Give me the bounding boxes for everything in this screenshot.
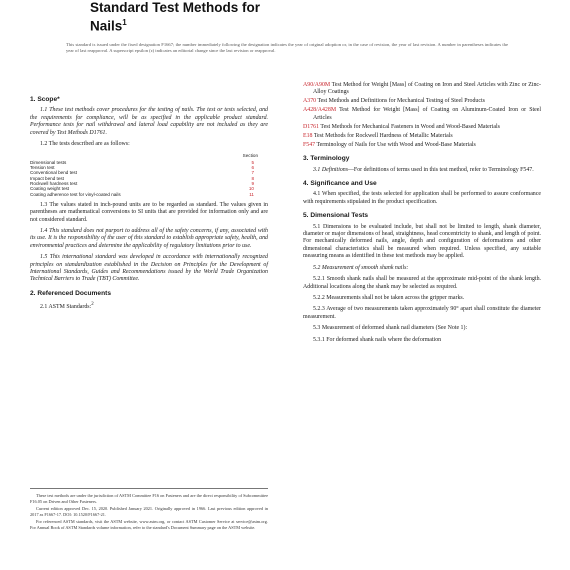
tests-table (30, 152, 268, 196)
paragraph-1-2: 1.2 The tests described are as follows: (40, 141, 130, 148)
reference-list (303, 82, 541, 149)
section-link[interactable]: 9 (251, 180, 254, 186)
reference-code-link[interactable]: A428/A428M (303, 107, 337, 114)
paragraph-1-3: 1.3 The values stated in inch-pound units are to be regarded as standard. The values given in parentheses are mathematical conversions to SI units that are provided for information only and are not considered standard. (30, 201, 268, 223)
reference-item: A428/A428M Test Method for Weight [Mass] of Coating on Aluminum-Coated Iron or Steel Articles (303, 107, 541, 121)
reference-item: D1761 Test Methods for Mechanical Fasteners in Wood and Wood-Based Materials (303, 123, 500, 130)
reference-item: A370 Test Methods and Definitions for Mechanical Testing of Steel Products (303, 98, 485, 105)
paragraph-5-2: 5.2 Measurement of smooth shank nails: (313, 264, 409, 271)
section-link[interactable]: 10 (248, 186, 254, 192)
section-link[interactable]: 5 (251, 159, 254, 165)
scope-heading: 1. Scope* (30, 96, 60, 103)
paragraph-5-2-3: 5.2.3 Average of two measurements taken approximately 90° apart shall constitute the diameter measurement. (303, 306, 541, 320)
reference-code-link[interactable]: A370 (303, 98, 317, 105)
table-row: Tension test 6 (30, 165, 268, 170)
footnote-2: For referenced ASTM standards, visit the ASTM website, www.astm.org, or contact ASTM Customer Service at service@astm.org. For Annual Book of ASTM Standards volume information, refer to the standard's Document Summary page on the ASTM website. (30, 519, 268, 530)
left-column (30, 90, 268, 316)
section-link[interactable]: 8 (251, 175, 254, 181)
title-line-2: Nails (90, 18, 123, 34)
paragraph-1-4: 1.4 This standard does not purport to address all of the safety concerns, if any, associated with its use. It is the responsibility of the user of this standard to establish appropriate safety, health, and environmental practices and determine the applicability of regulatory limitations prior to use. (30, 228, 268, 249)
table-row: Impact bend test 8 (30, 176, 268, 181)
title-footnote-mark: 1 (122, 18, 127, 27)
dimensional-tests-heading: 5. Dimensional Tests (303, 212, 369, 220)
paragraph-5-2-1: 5.2.1 Smooth shank nails shall be measured at the approximate mid-point of the shank length. Additional locations along the shank may be selected as required. (303, 276, 541, 290)
footnote-mark: 2 (91, 302, 94, 308)
section-link[interactable]: 7 (251, 170, 254, 176)
reference-item: F547 Terminology of Nails for Use with Wood and Wood-Base Materials (303, 141, 476, 148)
right-column (303, 82, 541, 348)
table-row: Dimensional tests 5 (30, 160, 268, 165)
reference-code-link[interactable]: F547 (303, 141, 316, 148)
paragraph-5-2-2: 5.2.2 Measurements shall not be taken across the gripper marks. (313, 294, 465, 301)
paragraph-5-3: 5.3 Measurement of deformed shank nail diameters (See Note 1): (313, 325, 468, 332)
paragraph-2-1: 2.1 ASTM Standards:$^2$ (40, 302, 94, 311)
table-row: Coating adherence test for vinyl-coated nails 11 (30, 192, 268, 197)
table-row: Coating weight test 10 (30, 186, 268, 191)
reference-code-link[interactable]: E18 (303, 132, 313, 139)
edition-notice: This standard is issued under the fixed designation F1667; the number immediately following the designation indicates the year of original adoption or, in the case of revision, the year of last revision. A number in parentheses indicates the year of last reapproval. A superscript epsilon (ε) indicates an editorial change since the last revision or reapproval. (66, 42, 508, 54)
referenced-documents-heading: 2. Referenced Documents (30, 289, 111, 297)
document-title (90, 0, 260, 34)
paragraph-5-3-1: 5.3.1 For deformed shank nails where the deformation (313, 336, 442, 343)
section-link[interactable]: 6 (251, 165, 254, 171)
table-row: Rockwell hardness test 9 (30, 181, 268, 186)
reference-item: A90/A90M Test Method for Weight [Mass] of Coating on Iron and Steel Articles with Zinc or Zinc-Alloy Coatings (303, 82, 541, 96)
paragraph-1-5: 1.5 This international standard was developed in accordance with internationally recognized principles on standardization established in the Decision on Principles for the Development of International Standards, Guides and Recommendations issued by the World Trade Organization Technical Barriers to Trade (TBT) Committee. (30, 254, 268, 283)
significance-heading: 4. Significance and Use (303, 180, 377, 188)
reference-item: E18 Test Methods for Rockwell Hardness of Metallic Materials (303, 132, 453, 139)
reference-code-link[interactable]: D1761 (303, 123, 320, 130)
paragraph-3-1: 3.1 Definitions—For definitions of terms used in this test method, refer to Terminology F547. (313, 166, 534, 173)
reference-code-link[interactable]: A90/A90M (303, 82, 331, 88)
paragraph-1-1: 1.1 These test methods cover procedures for the testing of nails. The test or tests selected, and the requirements for compliance, will be as specified in the applicable product standard. Performance tests for nail withdrawal and lateral load capability are not included as they are covered by Test Methods D1761. (30, 107, 268, 136)
footnotes (30, 488, 268, 532)
footnote-1-edition: Current edition approved Dec. 15, 2020. Published January 2021. Originally approved in 1966. Last previous edition approved in 2017 as F1667-17. DOI: 10.1520/F1667-21. (30, 506, 268, 517)
paragraph-5-1: 5.1 Dimensions to be evaluated include, but shall not be limited to length, shank diameter, diameter or major dimensions of head, straightness, head concentricity to shank, and length of point. For mechanically deformed nails, angle, depth and configuration of deformations and other dimensional characteristics shall be measured when required. Unless specified, any suitable measuring means as identified in these test methods may be applied. (303, 223, 541, 260)
table-row: Conventional bend test 7 (30, 170, 268, 175)
section-link[interactable]: 11 (249, 191, 254, 197)
footnote-1: These test methods are under the jurisdiction of ASTM Committee F16 on Fasteners and are the direct responsibility of Subcommittee F16.05 on Driven and Other Fasteners. (30, 493, 268, 504)
table-header-section: Section (242, 153, 258, 159)
paragraph-4-1: 4.1 When specified, the tests selected for application shall be performed to assure conformance with requirements stipulated in the product specification. (303, 191, 541, 205)
terminology-heading: 3. Terminology (303, 155, 350, 163)
title-line-1: Standard Test Methods for (90, 0, 261, 15)
